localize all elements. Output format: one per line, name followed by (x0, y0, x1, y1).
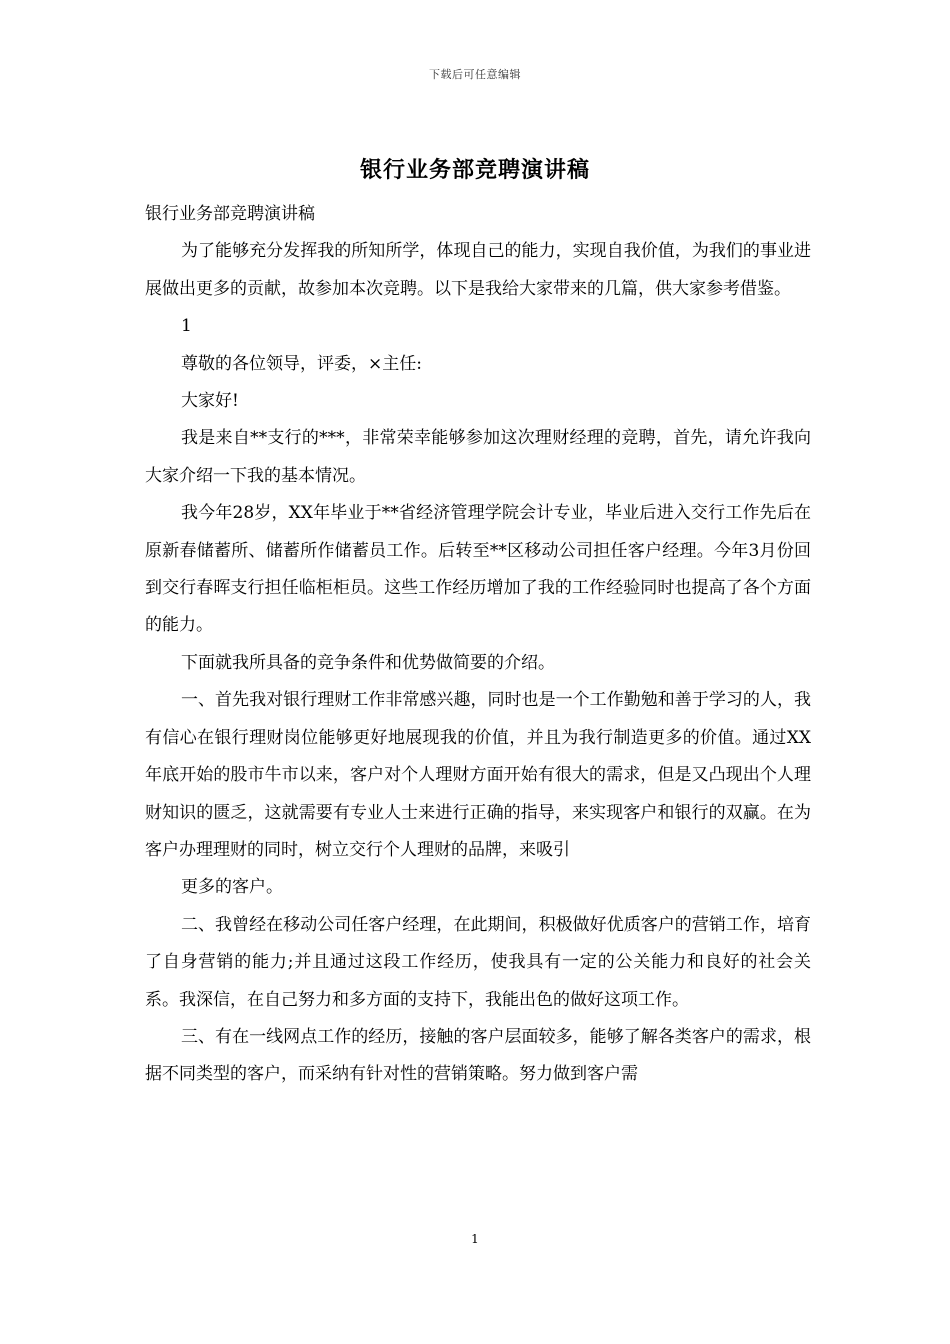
document-body (145, 196, 811, 1094)
paragraph: 我是来自**支行的***，非常荣幸能够参加这次理财经理的竞聘，首先，请允许我向大家介绍一下我的基本情况。 (145, 428, 811, 486)
paragraph: 三、有在一线网点工作的经历，接触的客户层面较多，能够了解各类客户的需求，根据不同类型的客户，而采纳有针对性的营销策略。努力做到客户需 (145, 1026, 811, 1085)
page-number: 1 (471, 1232, 479, 1246)
paragraph: 1 (181, 316, 192, 337)
document-title: 银行业务部竞聘演讲稿 (359, 157, 590, 183)
paragraph: 二、我曾经在移动公司任客户经理，在此期间，积极做好优质客户的营销工作，培育了自身营销的能力;并且通过这段工作经历，使我具有一定的公关能力和良好的社会关系。我深信，在自己努力和多方面的支持下，我能出色的做好这项工作。 (145, 914, 811, 1010)
header-note: 下载后可任意编辑 (429, 68, 521, 81)
paragraph: 一、首先我对银行理财工作非常感兴趣，同时也是一个工作勤勉和善于学习的人，我有信心在银行理财岗位能够更好地展现我的价值，并且为我行制造更多的价值。通过XX年底开始的股市牛市以来，客户对个人理财方面开始有很大的需求，但是又凸现出个人理财知识的匮乏，这就需要有专业人士来进行正确的指导，来实现客户和银行的双赢。在为客户办理理财的同时，树立交行个人理财的品牌，来吸引 (145, 690, 811, 860)
paragraph: 下面就我所具备的竞争条件和优势做简要的介绍。 (181, 652, 555, 673)
paragraph: 为了能够充分发挥我的所知所学，体现自己的能力，实现自我价值，为我们的事业进展做出更多的贡献，故参加本次竞聘。以下是我给大家带来的几篇，供大家参考借鉴。 (145, 241, 811, 299)
paragraph: 更多的客户。 (181, 877, 283, 898)
paragraph: 尊敬的各位领导，评委，×主任: (181, 353, 422, 374)
paragraph: 我今年28岁，XX年毕业于**省经济管理学院会计专业，毕业后进入交行工作先后在原新春储蓄所、储蓄所作储蓄员工作。后转至**区移动公司担任客户经理。今年3月份回到交行春晖支行担任临柜柜员。这些工作经历增加了我的工作经验同时也提高了各个方面的能力。 (145, 503, 811, 636)
paragraph: 银行业务部竞聘演讲稿 (145, 204, 315, 224)
paragraph: 大家好! (181, 391, 239, 412)
